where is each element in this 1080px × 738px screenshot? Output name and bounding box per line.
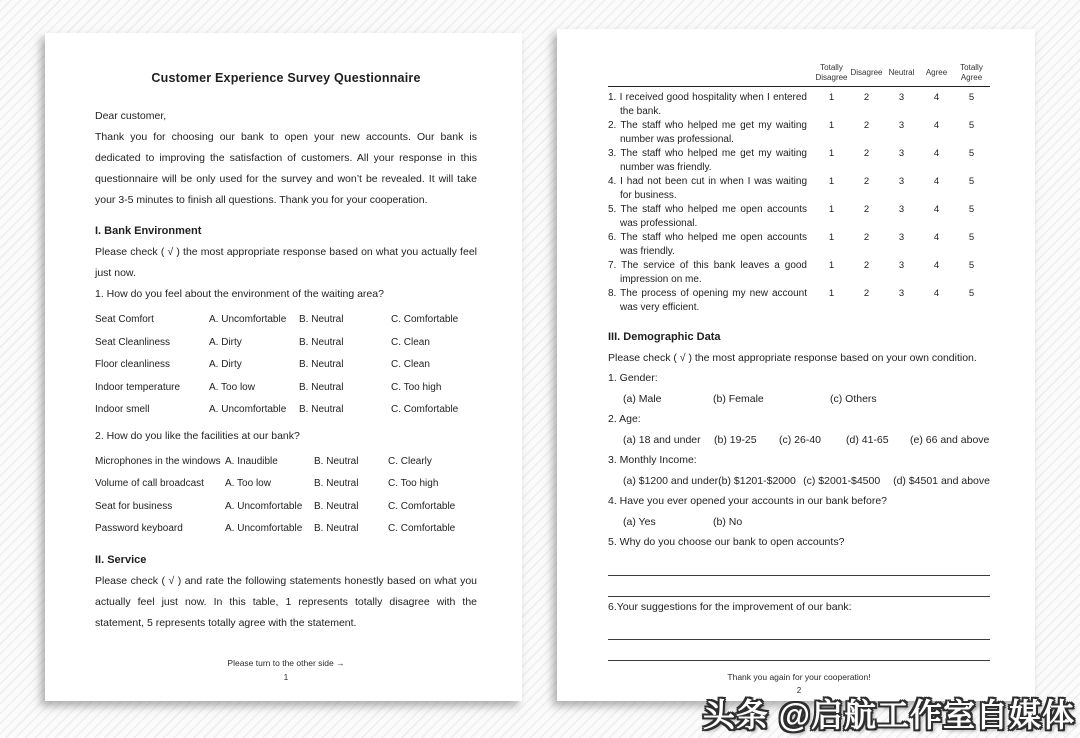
rating-value[interactable]: 5 [968,148,975,160]
turn-page-note: Please turn to the other side → [227,657,345,668]
rating-value[interactable]: 4 [933,148,940,160]
option-choice[interactable]: C. Clean [391,359,430,370]
rating-value[interactable]: 2 [863,260,870,272]
option-choice[interactable]: (b) 19-25 [714,433,757,446]
option-choice[interactable]: C. Comfortable [391,404,459,415]
answer-line[interactable] [608,557,990,576]
rating-statement: 6. The staff who helped me open accounts was friendly. [608,232,807,257]
option-choice[interactable]: (a) $1200 and under [623,474,719,487]
option-choice[interactable]: (d) 41-65 [846,433,889,446]
option-choice[interactable]: B. Neutral [299,336,344,348]
demographic-questions [608,368,990,661]
option-row [95,455,477,469]
closing-thanks: Thank you again for your cooperation! [727,672,871,683]
rating-statement: 3. The staff who helped me get my waiting number was friendly. [608,148,807,173]
option-choice[interactable]: C. Comfortable [388,523,456,534]
option-choice[interactable]: B. Neutral [314,455,359,467]
option-choice[interactable]: C. Comfortable [388,500,456,512]
option-choice[interactable]: A. Dirty [209,336,242,348]
answer-line[interactable] [608,578,990,597]
environment-options-table [95,313,477,417]
option-choice[interactable]: B. Neutral [314,478,359,489]
rating-row [608,119,990,146]
option-choice[interactable]: (b) $1201-$2000 [718,474,796,487]
question-options [623,512,990,533]
option-choice[interactable]: B. Neutral [299,359,344,370]
rating-value[interactable]: 3 [898,260,905,272]
answer-line[interactable] [608,642,990,661]
option-choice[interactable]: (c) Others [830,392,877,405]
rating-value[interactable]: 3 [898,120,905,132]
rating-row [608,203,990,230]
rating-value[interactable]: 1 [828,148,835,160]
option-choice[interactable]: B. Neutral [314,523,359,534]
rating-value[interactable]: 2 [863,148,870,160]
option-item: Seat Comfort [95,314,154,325]
question-options [623,389,990,410]
option-choice[interactable]: A. Uncomfortable [209,404,287,415]
document-title: Customer Experience Survey Questionnaire [151,71,421,85]
question-1-label: 1. How do you feel about the environment of the waiting area? [95,288,384,300]
option-choice[interactable]: (e) 66 and above [910,433,990,446]
option-choice[interactable]: A. Inaudible [225,455,278,467]
rating-value[interactable]: 2 [863,288,870,300]
section-1-heading: I. Bank Environment [95,225,202,237]
option-item: Volume of call broadcast [95,478,204,489]
rating-value[interactable]: 3 [898,288,905,300]
rating-statement: 5. The staff who helped me open accounts was professional. [608,204,807,229]
option-choice[interactable]: A. Uncomfortable [225,523,303,534]
rating-value[interactable]: 1 [828,288,835,300]
option-choice[interactable]: B. Neutral [299,381,344,393]
rating-statement: 7. The service of this bank leaves a good impression on me. [608,260,807,285]
rating-row [608,147,990,174]
rating-value[interactable]: 4 [933,288,940,300]
option-item: Seat for business [95,500,173,512]
rating-value[interactable]: 1 [828,204,835,216]
rating-row [608,287,990,314]
rating-value[interactable]: 4 [933,92,940,104]
rating-value[interactable]: 3 [898,204,905,216]
option-choice[interactable]: A. Uncomfortable [209,314,287,325]
option-row [95,403,477,417]
option-choice[interactable]: (a) Male [623,392,662,405]
rating-row [608,91,990,118]
option-choice[interactable]: A. Too low [225,478,271,489]
option-choice[interactable]: A. Dirty [209,359,242,370]
option-item: Seat Cleanliness [95,336,171,348]
option-choice[interactable]: C. Too high [388,478,439,489]
option-choice[interactable]: (b) No [713,515,743,528]
rating-header: Totally Agree [960,63,983,82]
option-item: Microphones in the windows [95,455,221,467]
rating-value[interactable]: 5 [968,204,975,216]
rating-value[interactable]: 1 [828,92,835,104]
rating-value[interactable]: 2 [863,92,870,104]
watermark: 头条 @启航工作室自媒体 [702,697,1075,733]
option-choice[interactable]: (a) Yes [623,515,656,528]
rating-value[interactable]: 3 [898,92,905,104]
rating-table-body [608,87,990,314]
service-rating-table [608,63,990,314]
rating-value[interactable]: 1 [828,260,835,272]
rating-value[interactable]: 5 [968,288,975,300]
option-choice[interactable]: A. Uncomfortable [225,500,303,512]
section-2-heading: II. Service [95,553,147,566]
rating-value[interactable]: 4 [933,260,940,272]
rating-value[interactable]: 4 [933,176,940,188]
section-2-instruction: Please check ( √ ) and rate the following statements honestly based on what you actually feel just now. In this table, 1 represents totally disagree with the statement, 5 represents totally agree with the statement. [95,574,477,629]
question-label: 4. Have you ever opened your accounts in our bank before? [608,495,888,508]
rating-row [608,175,990,202]
rating-value[interactable]: 4 [933,204,940,216]
option-choice[interactable]: (c) $2001-$4500 [803,474,881,487]
option-item: Indoor smell [95,404,150,415]
question-2-label: 2. How do you like the facilities at our bank? [95,429,300,442]
rating-value[interactable]: 2 [863,232,870,244]
question-label: 1. Gender: [608,372,658,385]
rating-header: Totally Disagree [815,63,848,82]
intro-paragraph: Thank you for choosing our bank to open your new accounts. Our bank is dedicated to improving the satisfaction of customers. All your response in this questionnaire will be only used for the survey and won’t be revealed. It will take your 3-5 minutes to finish all questions. Thank you for your cooperation. [95,131,477,206]
option-choice[interactable]: B. Neutral [299,404,344,415]
rating-value[interactable]: 5 [968,176,975,188]
option-choice[interactable]: C. Clean [391,336,430,348]
option-row [95,477,477,491]
rating-statement: 2. The staff who helped me get my waiting number was professional. [608,120,807,145]
option-row [95,381,477,395]
facilities-options-table [95,455,477,536]
rating-value[interactable]: 1 [828,120,835,132]
option-row [95,500,477,514]
survey-page-1 [45,33,522,701]
rating-value[interactable]: 1 [828,232,835,244]
option-choice[interactable]: (c) 26-40 [779,433,822,446]
rating-statement: 4. I had not been cut in when I was waiting for business. [608,176,807,201]
option-choice[interactable]: A. Too low [209,381,255,393]
page-1-footer [95,656,477,685]
option-choice[interactable]: (a) 18 and under [623,433,701,446]
rating-row [608,259,990,286]
question-label: 5. Why do you choose our bank to open accounts? [608,536,845,549]
option-choice[interactable]: C. Too high [391,381,442,393]
rating-value[interactable]: 5 [968,232,975,244]
rating-value[interactable]: 5 [968,120,975,132]
rating-value[interactable]: 2 [863,176,870,188]
option-choice[interactable]: (d) $4501 and above [893,474,990,487]
rating-value[interactable]: 3 [898,176,905,188]
option-choice[interactable]: C. Clearly [388,455,432,467]
rating-value[interactable]: 1 [828,176,835,188]
option-row [95,522,477,536]
question-label: 6.Your suggestions for the improvement of our bank: [608,600,852,613]
rating-value[interactable]: 3 [898,232,905,244]
rating-value[interactable]: 3 [898,148,905,160]
survey-page-2 [557,29,1035,701]
rating-value[interactable]: 4 [933,120,940,132]
rating-header: Neutral [888,67,915,77]
rating-value[interactable]: 5 [968,260,975,272]
option-choice[interactable]: C. Comfortable [391,314,459,325]
option-row [95,358,477,372]
section-3-heading: III. Demographic Data [608,331,721,344]
rating-table-header [608,63,990,87]
option-item: Password keyboard [95,523,183,534]
rating-row [608,231,990,258]
rating-value[interactable]: 5 [968,92,975,104]
question-options [623,471,990,492]
option-row [95,336,477,350]
question-options [623,430,990,451]
rating-statement: 1. I received good hospitality when I entered the bank. [608,92,807,117]
rating-value[interactable]: 4 [933,232,940,244]
page-2-number: 2 [796,686,802,696]
rating-header: Agree [925,67,948,77]
rating-header: Disagree [850,67,883,77]
rating-value[interactable]: 2 [863,204,870,216]
question-label: 2. Age: [608,413,641,426]
section-3-instruction: Please check ( √ ) the most appropriate response based on your own condition. [608,351,977,364]
page-1-number: 1 [283,672,289,682]
option-choice[interactable]: B. Neutral [299,314,344,325]
rating-statement: 8. The process of opening my new account was very efficient. [608,288,807,313]
option-choice[interactable]: (b) Female [713,392,764,405]
salutation: Dear customer, [95,110,167,122]
rating-value[interactable]: 2 [863,120,870,132]
answer-line[interactable] [608,621,990,640]
option-item: Indoor temperature [95,381,181,393]
option-item: Floor cleanliness [95,359,171,370]
option-choice[interactable]: B. Neutral [314,500,359,512]
option-row [95,313,477,327]
question-label: 3. Monthly Income: [608,454,697,467]
section-1-instruction: Please check ( √ ) the most appropriate response based on what you actually feel just now. [95,246,477,279]
